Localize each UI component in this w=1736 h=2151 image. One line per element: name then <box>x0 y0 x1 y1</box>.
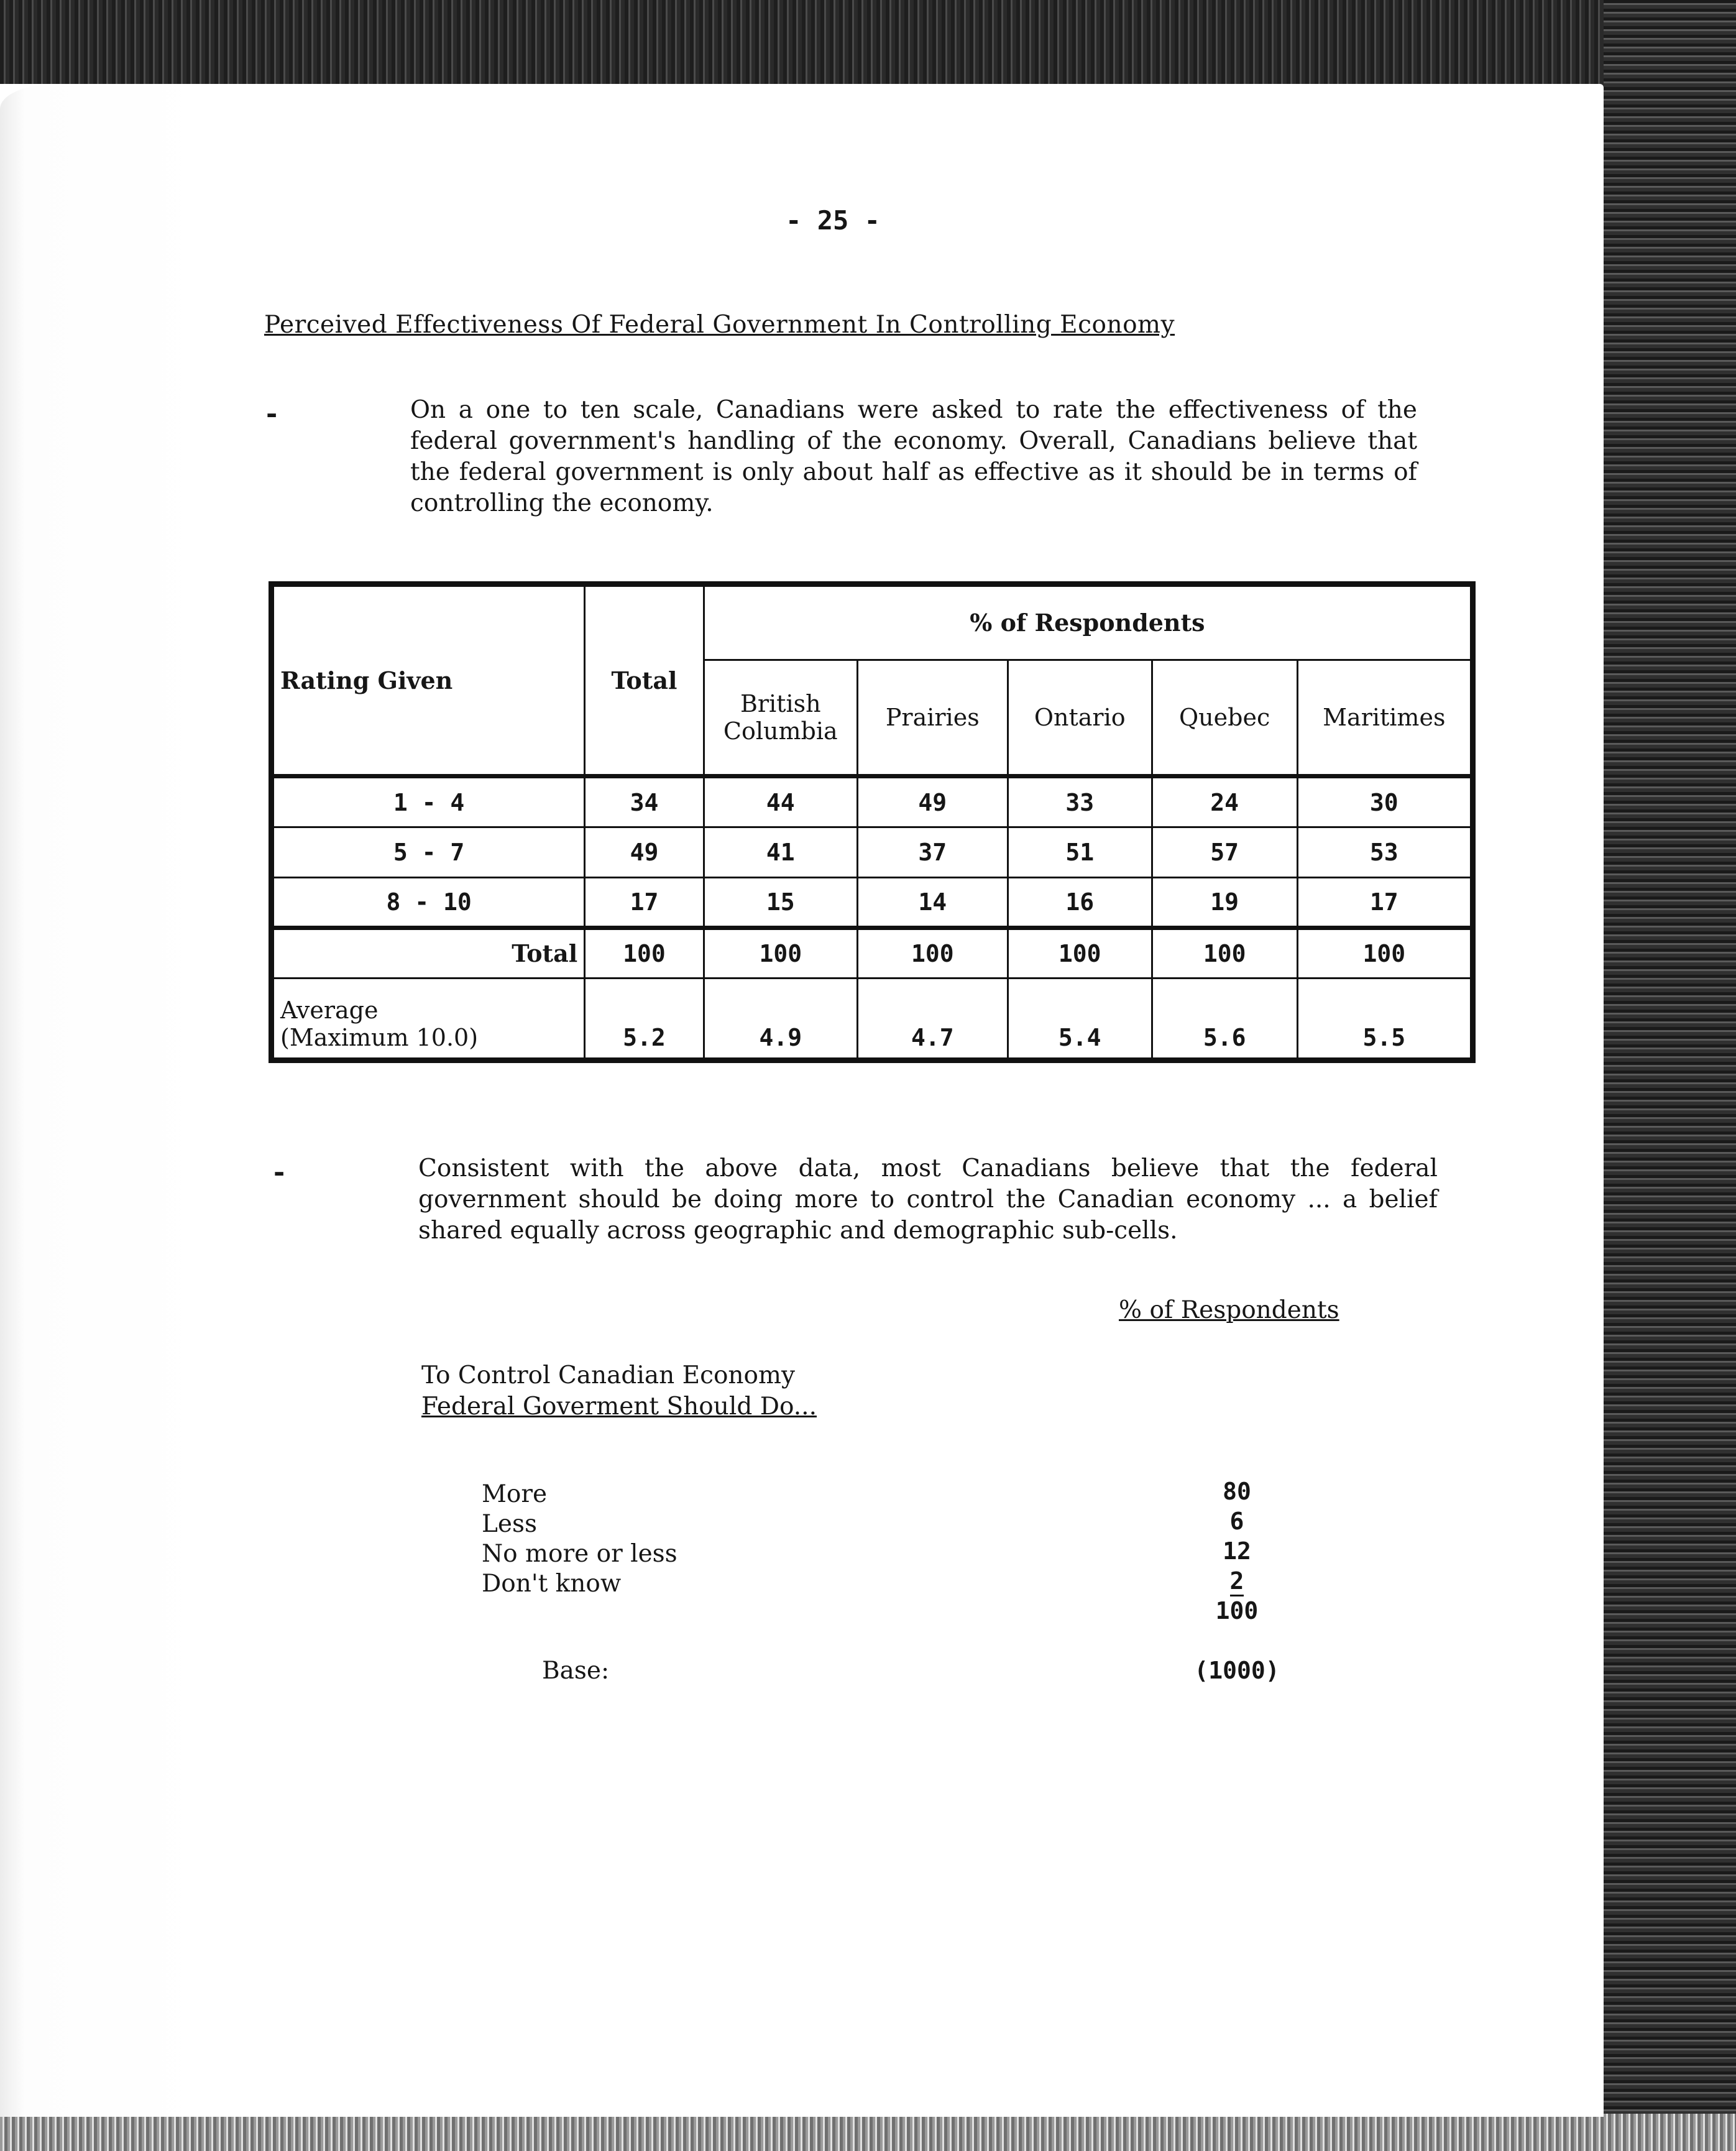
value-cell: 24 <box>1152 776 1297 827</box>
average-row <box>272 979 1473 1061</box>
value-cell: 17 <box>1297 877 1472 928</box>
value-cell: 100 <box>857 928 1008 978</box>
document-page <box>0 84 1604 2117</box>
value-cell: 44 <box>704 776 857 827</box>
value-cell: 30 <box>1297 776 1472 827</box>
page-number: - 25 - <box>786 205 880 236</box>
region-header-maritimes: Maritimes <box>1297 660 1472 776</box>
total-cell: 100 <box>585 928 704 978</box>
value-cell: 41 <box>704 827 857 877</box>
total-column-header: Total <box>585 584 704 776</box>
value-cell: 57 <box>1152 827 1297 877</box>
answer-value-dont-know-wrapper <box>1181 1566 1293 1596</box>
answer-value-more: 80 <box>1223 1478 1251 1505</box>
average-row-label <box>272 979 585 1061</box>
answer-total: 100 <box>1215 1597 1259 1624</box>
row-label: 5 - 7 <box>272 827 585 877</box>
answer-values <box>1181 1476 1293 1626</box>
question-line-1: To Control Canadian Economy <box>421 1361 796 1389</box>
rating-given-header: Rating Given <box>272 584 585 776</box>
value-cell: 49 <box>857 776 1008 827</box>
base-value: (1000) <box>1194 1657 1280 1684</box>
section-title: Perceived Effectiveness Of Federal Government In Controlling Economy <box>264 311 1175 339</box>
average-label-line2: (Maximum 10.0) <box>280 1024 479 1051</box>
total-row-label: Total <box>272 928 585 978</box>
respondents-group-header: % of Respondents <box>704 584 1472 660</box>
total-row <box>272 928 1473 978</box>
table-row <box>272 877 1473 928</box>
region-header-british-columbia: British Columbia <box>704 660 857 776</box>
answer-value-no-more-or-less: 12 <box>1223 1537 1251 1565</box>
base-label: Base: <box>542 1657 610 1685</box>
bullet-marker: - <box>273 1156 285 1188</box>
value-cell: 15 <box>704 877 857 928</box>
table-row <box>272 776 1473 827</box>
value-cell: 4.7 <box>857 979 1008 1061</box>
value-cell: 100 <box>1297 928 1472 978</box>
value-cell: 37 <box>857 827 1008 877</box>
page-binding-edge <box>0 84 205 2117</box>
scan-border-top <box>0 0 1736 93</box>
answer-label-dont-know: Don't know <box>482 1570 622 1598</box>
row-label: 8 - 10 <box>272 877 585 928</box>
bullet-marker: - <box>266 398 278 430</box>
table-row <box>272 827 1473 877</box>
answer-label-no-more-or-less: No more or less <box>482 1540 677 1568</box>
value-cell: 100 <box>704 928 857 978</box>
region-header-quebec: Quebec <box>1152 660 1297 776</box>
value-cell: 16 <box>1008 877 1152 928</box>
scan-border-bottom <box>0 2114 1736 2151</box>
intro-paragraph: On a one to ten scale, Canadians were asked to rate the effectiveness of the federal government's handling of the economy. Overall, Canadians believe that the federal government is only about half as effective as it should be in terms of controlling the economy. <box>410 396 1417 517</box>
value-cell: 14 <box>857 877 1008 928</box>
value-cell: 33 <box>1008 776 1152 827</box>
answer-value-dont-know: 2 <box>1230 1567 1244 1596</box>
value-cell: 5.4 <box>1008 979 1152 1061</box>
followup-paragraph: Consistent with the above data, most Canadians believe that the federal government should be doing more to control the Canadian economy ... a belief shared equally across geographic and demographic sub-cells. <box>418 1154 1438 1245</box>
answer-labels <box>482 1480 677 1599</box>
answer-label-more: More <box>482 1480 548 1508</box>
answer-label-less: Less <box>482 1510 538 1538</box>
answer-value-less: 6 <box>1229 1508 1244 1535</box>
ratings-table <box>269 581 1476 1063</box>
value-cell: 51 <box>1008 827 1152 877</box>
value-cell: 4.9 <box>704 979 857 1061</box>
value-cell: 5.6 <box>1152 979 1297 1061</box>
value-cell: 19 <box>1152 877 1297 928</box>
value-cell: 53 <box>1297 827 1472 877</box>
total-cell: 49 <box>585 827 704 877</box>
value-cell: 100 <box>1008 928 1152 978</box>
scan-border-right <box>1604 0 1736 2151</box>
region-header-prairies: Prairies <box>857 660 1008 776</box>
value-cell: 100 <box>1152 928 1297 978</box>
value-cell: 5.5 <box>1297 979 1472 1061</box>
total-cell: 5.2 <box>585 979 704 1061</box>
total-cell: 17 <box>585 877 704 928</box>
total-cell: 34 <box>585 776 704 827</box>
average-label-line1: Average <box>280 997 379 1024</box>
question-line-2: Federal Goverment Should Do... <box>421 1393 817 1421</box>
row-label: 1 - 4 <box>272 776 585 827</box>
region-header-ontario: Ontario <box>1008 660 1152 776</box>
respondents-header: % of Respondents <box>1119 1296 1339 1324</box>
